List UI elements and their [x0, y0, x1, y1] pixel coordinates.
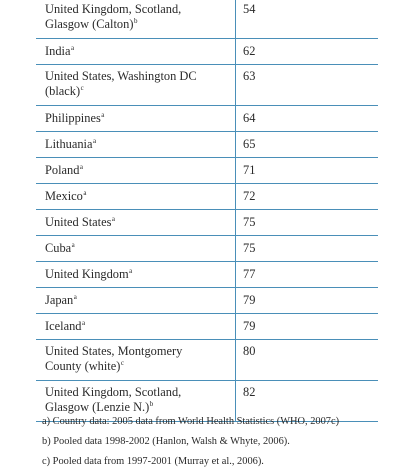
- place-text: United States: [45, 215, 112, 229]
- value-cell: [236, 106, 379, 132]
- place-cell: [36, 158, 236, 184]
- footnote-marker: c: [120, 359, 124, 367]
- footnote-c: c) Pooled data from 1997-2001 (Murray et al., 2006).: [42, 456, 264, 467]
- place-cell: [36, 184, 236, 210]
- document-page: [36, 0, 376, 422]
- place-text-line: County (white): [45, 359, 121, 373]
- value-text: 75: [243, 215, 256, 229]
- footnote-marker: c: [80, 84, 84, 92]
- value-cell: [236, 314, 379, 340]
- place-text: United Kingdom: [45, 267, 129, 281]
- table-footnotes: [42, 416, 392, 476]
- value-cell: [236, 184, 379, 210]
- place-text: Cuba: [45, 241, 72, 255]
- footnote-marker: a: [81, 319, 86, 327]
- place-text: Poland: [45, 163, 80, 177]
- place-cell: [36, 210, 236, 236]
- value-cell: [236, 340, 379, 381]
- table-row: [36, 288, 378, 314]
- value-text: 79: [243, 293, 256, 307]
- value-text: 82: [243, 385, 256, 399]
- place-cell: [36, 262, 236, 288]
- footnote-marker: a: [83, 189, 87, 197]
- place-cell: [36, 106, 236, 132]
- place-cell: [36, 288, 236, 314]
- footnote-marker: b: [133, 17, 138, 25]
- table-row: [36, 314, 378, 340]
- place-text-line: Glasgow (Lenzie N.): [45, 400, 150, 414]
- footnote-marker: a: [70, 44, 75, 52]
- table-row: [36, 340, 378, 381]
- footnote-marker: a: [73, 293, 77, 301]
- footnote-marker: a: [111, 215, 116, 223]
- life-expectancy-table: [36, 0, 378, 422]
- value-text: 75: [243, 241, 256, 255]
- value-text: 62: [243, 44, 256, 58]
- value-cell: [236, 210, 379, 236]
- table-row: [36, 158, 378, 184]
- place-text-line: (black): [45, 84, 81, 98]
- value-text: 63: [243, 69, 256, 83]
- place-text-line: United Kingdom, Scotland,: [45, 385, 182, 399]
- table-row: [36, 210, 378, 236]
- table-row: [36, 132, 378, 158]
- place-text-line: United Kingdom, Scotland,: [45, 2, 182, 16]
- place-text: Lithuania: [45, 137, 93, 151]
- place-text: Philippines: [45, 111, 101, 125]
- value-text: 71: [243, 163, 256, 177]
- footnote-marker: b: [149, 400, 154, 408]
- place-text: Iceland: [45, 319, 82, 333]
- place-cell: [36, 340, 236, 381]
- place-cell: [36, 65, 236, 106]
- table-row: [36, 262, 378, 288]
- footnote-marker: a: [79, 163, 84, 171]
- place-cell: [36, 132, 236, 158]
- footnote-marker: a: [92, 137, 97, 145]
- place-text: Mexico: [45, 189, 83, 203]
- value-cell: [236, 65, 379, 106]
- table-row: [36, 106, 378, 132]
- value-cell: [236, 158, 379, 184]
- table-row: [36, 236, 378, 262]
- place-cell: [36, 236, 236, 262]
- value-text: 65: [243, 137, 256, 151]
- place-cell: [36, 314, 236, 340]
- value-cell: [236, 262, 379, 288]
- table-row: [36, 39, 378, 65]
- value-text: 80: [243, 344, 256, 358]
- place-text: Japan: [45, 293, 74, 307]
- place-text: India: [45, 44, 71, 58]
- value-cell: [236, 39, 379, 65]
- value-cell: [236, 288, 379, 314]
- place-text-line: Glasgow (Calton): [45, 17, 134, 31]
- table-row: [36, 65, 378, 106]
- value-text: 64: [243, 111, 256, 125]
- value-cell: [236, 236, 379, 262]
- place-text-line: United States, Montgomery: [45, 344, 183, 358]
- value-text: 77: [243, 267, 256, 281]
- value-text: 54: [243, 2, 256, 16]
- table-row: [36, 184, 378, 210]
- value-text: 79: [243, 319, 256, 333]
- value-cell: [236, 132, 379, 158]
- footnote-b: b) Pooled data 1998-2002 (Hanlon, Walsh & Whyte, 2006).: [42, 436, 290, 447]
- value-text: 72: [243, 189, 256, 203]
- place-text-line: United States, Washington DC: [45, 69, 197, 83]
- footnote-marker: a: [129, 267, 133, 275]
- value-cell: [236, 0, 379, 39]
- footnote-marker: a: [101, 111, 105, 119]
- footnote-marker: a: [71, 241, 75, 249]
- footnote-a: a) Country data: 2005 data from World Health Statistics (WHO, 2007c): [42, 416, 340, 427]
- place-cell: [36, 39, 236, 65]
- place-cell: [36, 0, 236, 39]
- table-row: [36, 0, 378, 39]
